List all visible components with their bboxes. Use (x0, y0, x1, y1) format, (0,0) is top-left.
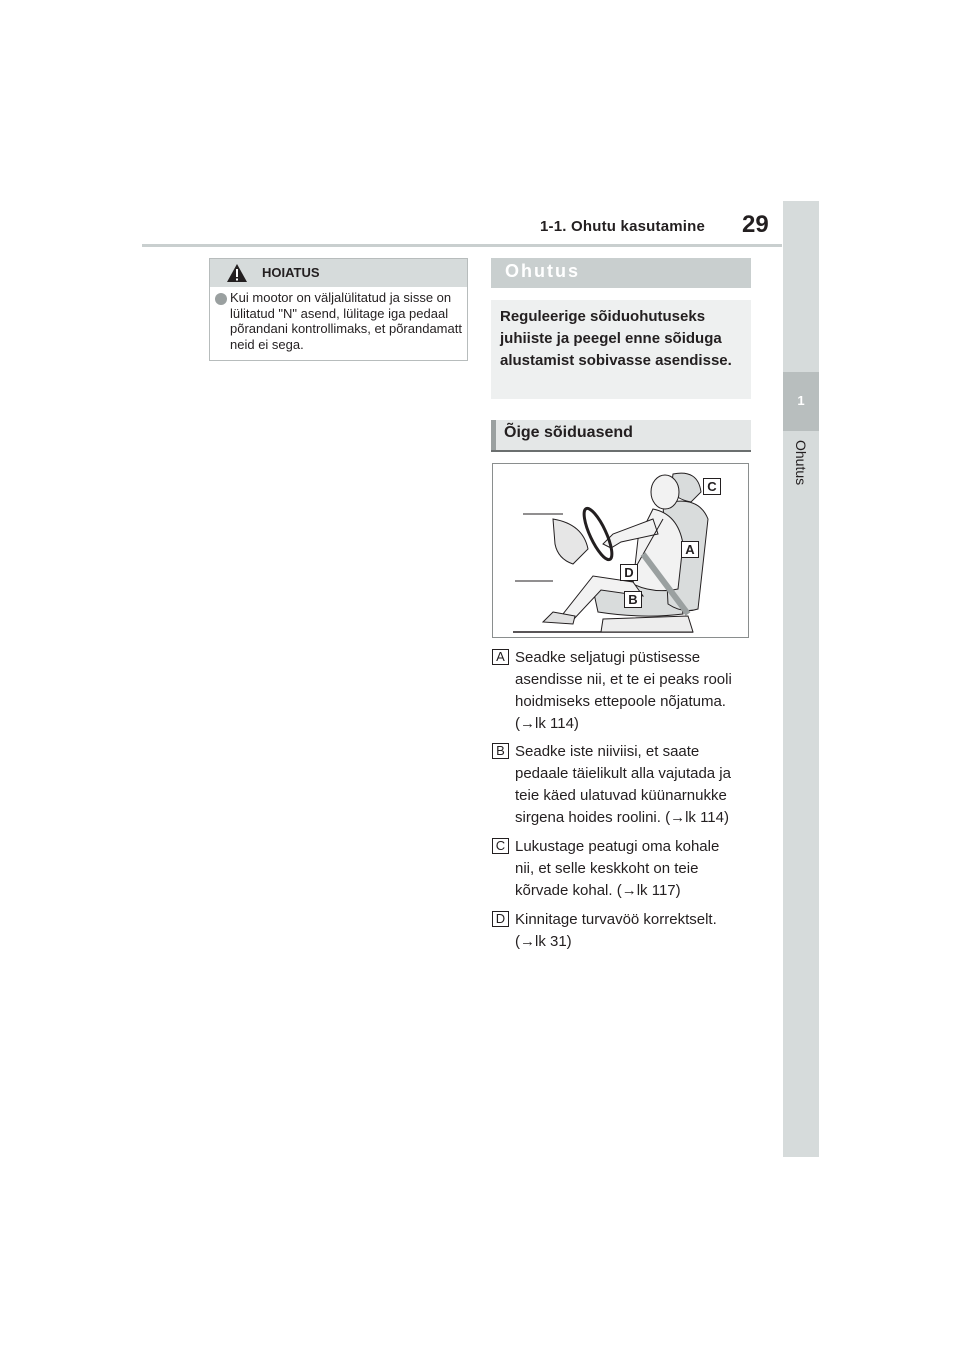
item-b-line-3: teie käed ulatuvad küünarnukke (515, 787, 727, 804)
item-a-line-1: Seadke seljatugi püstisesse (515, 649, 701, 666)
chapter-number: 1 (797, 393, 805, 408)
figure-label-a: A (681, 541, 699, 558)
item-a-line-3: hoidmiseks ettepoole nõjatuma. (515, 693, 726, 710)
chapter-label: Ohutus (793, 440, 809, 486)
warning-title: HOIATUS (262, 265, 320, 280)
item-a-line-4: (→lk 114) (515, 715, 579, 732)
item-marker-c: C (492, 838, 509, 854)
subsection-accent-bar (491, 420, 496, 451)
item-d-line-2: (→lk 31) (515, 933, 572, 950)
item-b-line-4: sirgena hoides roolini. (→lk 114) (515, 809, 729, 826)
chapter-side-tab (783, 201, 819, 1157)
item-a-line-2: asendisse nii, et te ei peaks rooli (515, 671, 732, 688)
circle-bullet-icon (215, 293, 227, 305)
section-title: Ohutus (505, 261, 580, 281)
item-a-text (515, 647, 755, 735)
figure-label-d: D (620, 564, 638, 581)
item-c-line-2: nii, et selle keskkoht on teie (515, 860, 699, 877)
figure-label-c: C (703, 478, 721, 495)
running-header: 1-1. Ohutu kasutamine (540, 218, 706, 235)
item-c-text (515, 836, 755, 902)
item-b-text (515, 741, 755, 829)
subsection-title: Õige sõiduasend (504, 424, 633, 441)
subsection-rule (491, 450, 751, 452)
item-b-line-1: Seadke iste niiviisi, et saate (515, 743, 700, 760)
seating-position-figure (492, 463, 749, 638)
warning-text: Kui mootor on väljalülitatud ja sisse on lülitatud "N" asend, lülitage iga pedaal põrandani kontrollimaks, et põrandamatt neid ei sega. (230, 290, 462, 352)
item-c-line-3: kõrvade kohal. (→lk 117) (515, 882, 681, 899)
item-d-text (515, 909, 755, 953)
chapter-label-wrap (786, 440, 816, 500)
item-marker-d: D (492, 911, 509, 927)
item-b-line-2: pedaale täielikult alla vajutada ja (515, 765, 731, 782)
figure-label-b: B (624, 591, 642, 608)
header-rule (142, 244, 782, 247)
item-marker-b: B (492, 743, 509, 759)
intro-text: Reguleerige sõiduohutuseks juhiiste ja peegel enne sõiduga alustamist sobivasse asendisse. (500, 308, 732, 369)
warning-header (210, 259, 467, 287)
item-d-line-1: Kinnitage turvavöö korrektselt. (515, 911, 717, 928)
item-marker-a: A (492, 649, 509, 665)
item-c-line-1: Lukustage peatugi oma kohale (515, 838, 720, 855)
page-number: 29 (742, 211, 769, 238)
warning-triangle-icon (226, 263, 248, 283)
